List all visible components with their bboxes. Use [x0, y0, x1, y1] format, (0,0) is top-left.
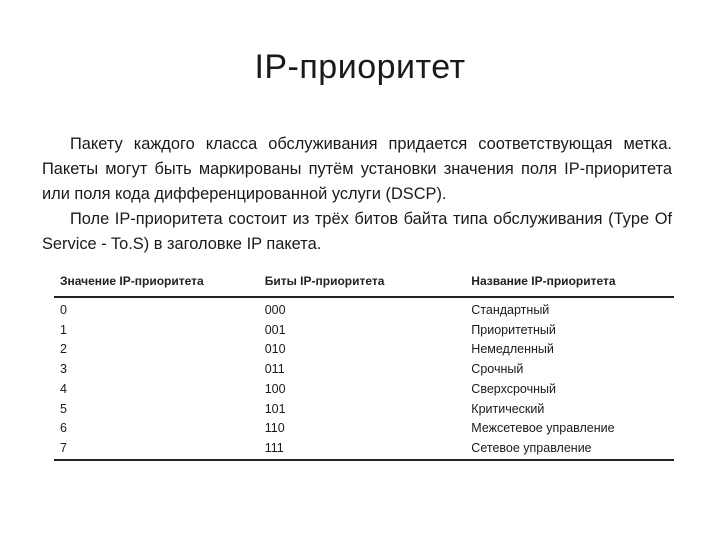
- cell-bits: 100: [264, 381, 286, 396]
- cell-name: Срочный: [471, 362, 524, 377]
- table-row: [54, 439, 674, 460]
- table-row: [54, 297, 674, 321]
- body-text: [42, 132, 672, 257]
- table-row: [54, 380, 674, 400]
- cell-value: 2: [60, 342, 67, 357]
- header-bits: Биты IP-приоритета: [259, 270, 466, 297]
- paragraph-2: Поле IP-приоритета состоит из трёх битов байта типа обслуживания (Type Of Service - To.S) в заголовке IP пакета.: [42, 210, 672, 253]
- cell-bits: 111: [259, 439, 466, 460]
- table-row: [54, 360, 674, 380]
- cell-name: Немедленный: [471, 342, 554, 357]
- priority-table: [54, 270, 674, 461]
- cell-value: 6: [60, 421, 67, 436]
- paragraph-1: Пакету каждого класса обслуживания придается соответствующая метка. Пакеты могут быть маркированы путём установки значения поля IP-приоритета или поля кода дифференцированной услуги (DSCP).: [42, 135, 672, 203]
- cell-value: 3: [60, 362, 67, 377]
- cell-name: Приоритетный: [471, 322, 556, 337]
- cell-value: 4: [60, 381, 67, 396]
- cell-value: 7: [54, 439, 259, 460]
- cell-value: 0: [60, 303, 67, 317]
- cell-name: Сверхсрочный: [471, 381, 556, 396]
- cell-name: Стандартный: [471, 303, 550, 317]
- priority-table-container: [54, 270, 674, 461]
- cell-bits: 010: [264, 342, 286, 357]
- cell-name: Сетевое управление: [465, 439, 674, 460]
- table-row: [54, 419, 674, 439]
- table-row: [54, 400, 674, 420]
- cell-name: Критический: [471, 401, 545, 416]
- cell-name: Межсетевое управление: [471, 421, 615, 436]
- cell-bits: 000: [264, 303, 286, 317]
- cell-value: 5: [60, 401, 67, 416]
- cell-bits: 001: [264, 322, 286, 337]
- cell-bits: 101: [264, 401, 286, 416]
- table-row: [54, 321, 674, 341]
- cell-bits: 110: [264, 421, 285, 436]
- page-title: IP-приоритет: [254, 48, 466, 86]
- table-header-row: [54, 270, 674, 297]
- header-value: Значение IP-приоритета: [54, 270, 259, 297]
- cell-value: 1: [60, 322, 67, 337]
- cell-bits: 011: [264, 362, 285, 377]
- header-name: Название IP-приоритета: [465, 270, 674, 297]
- table-row: [54, 340, 674, 360]
